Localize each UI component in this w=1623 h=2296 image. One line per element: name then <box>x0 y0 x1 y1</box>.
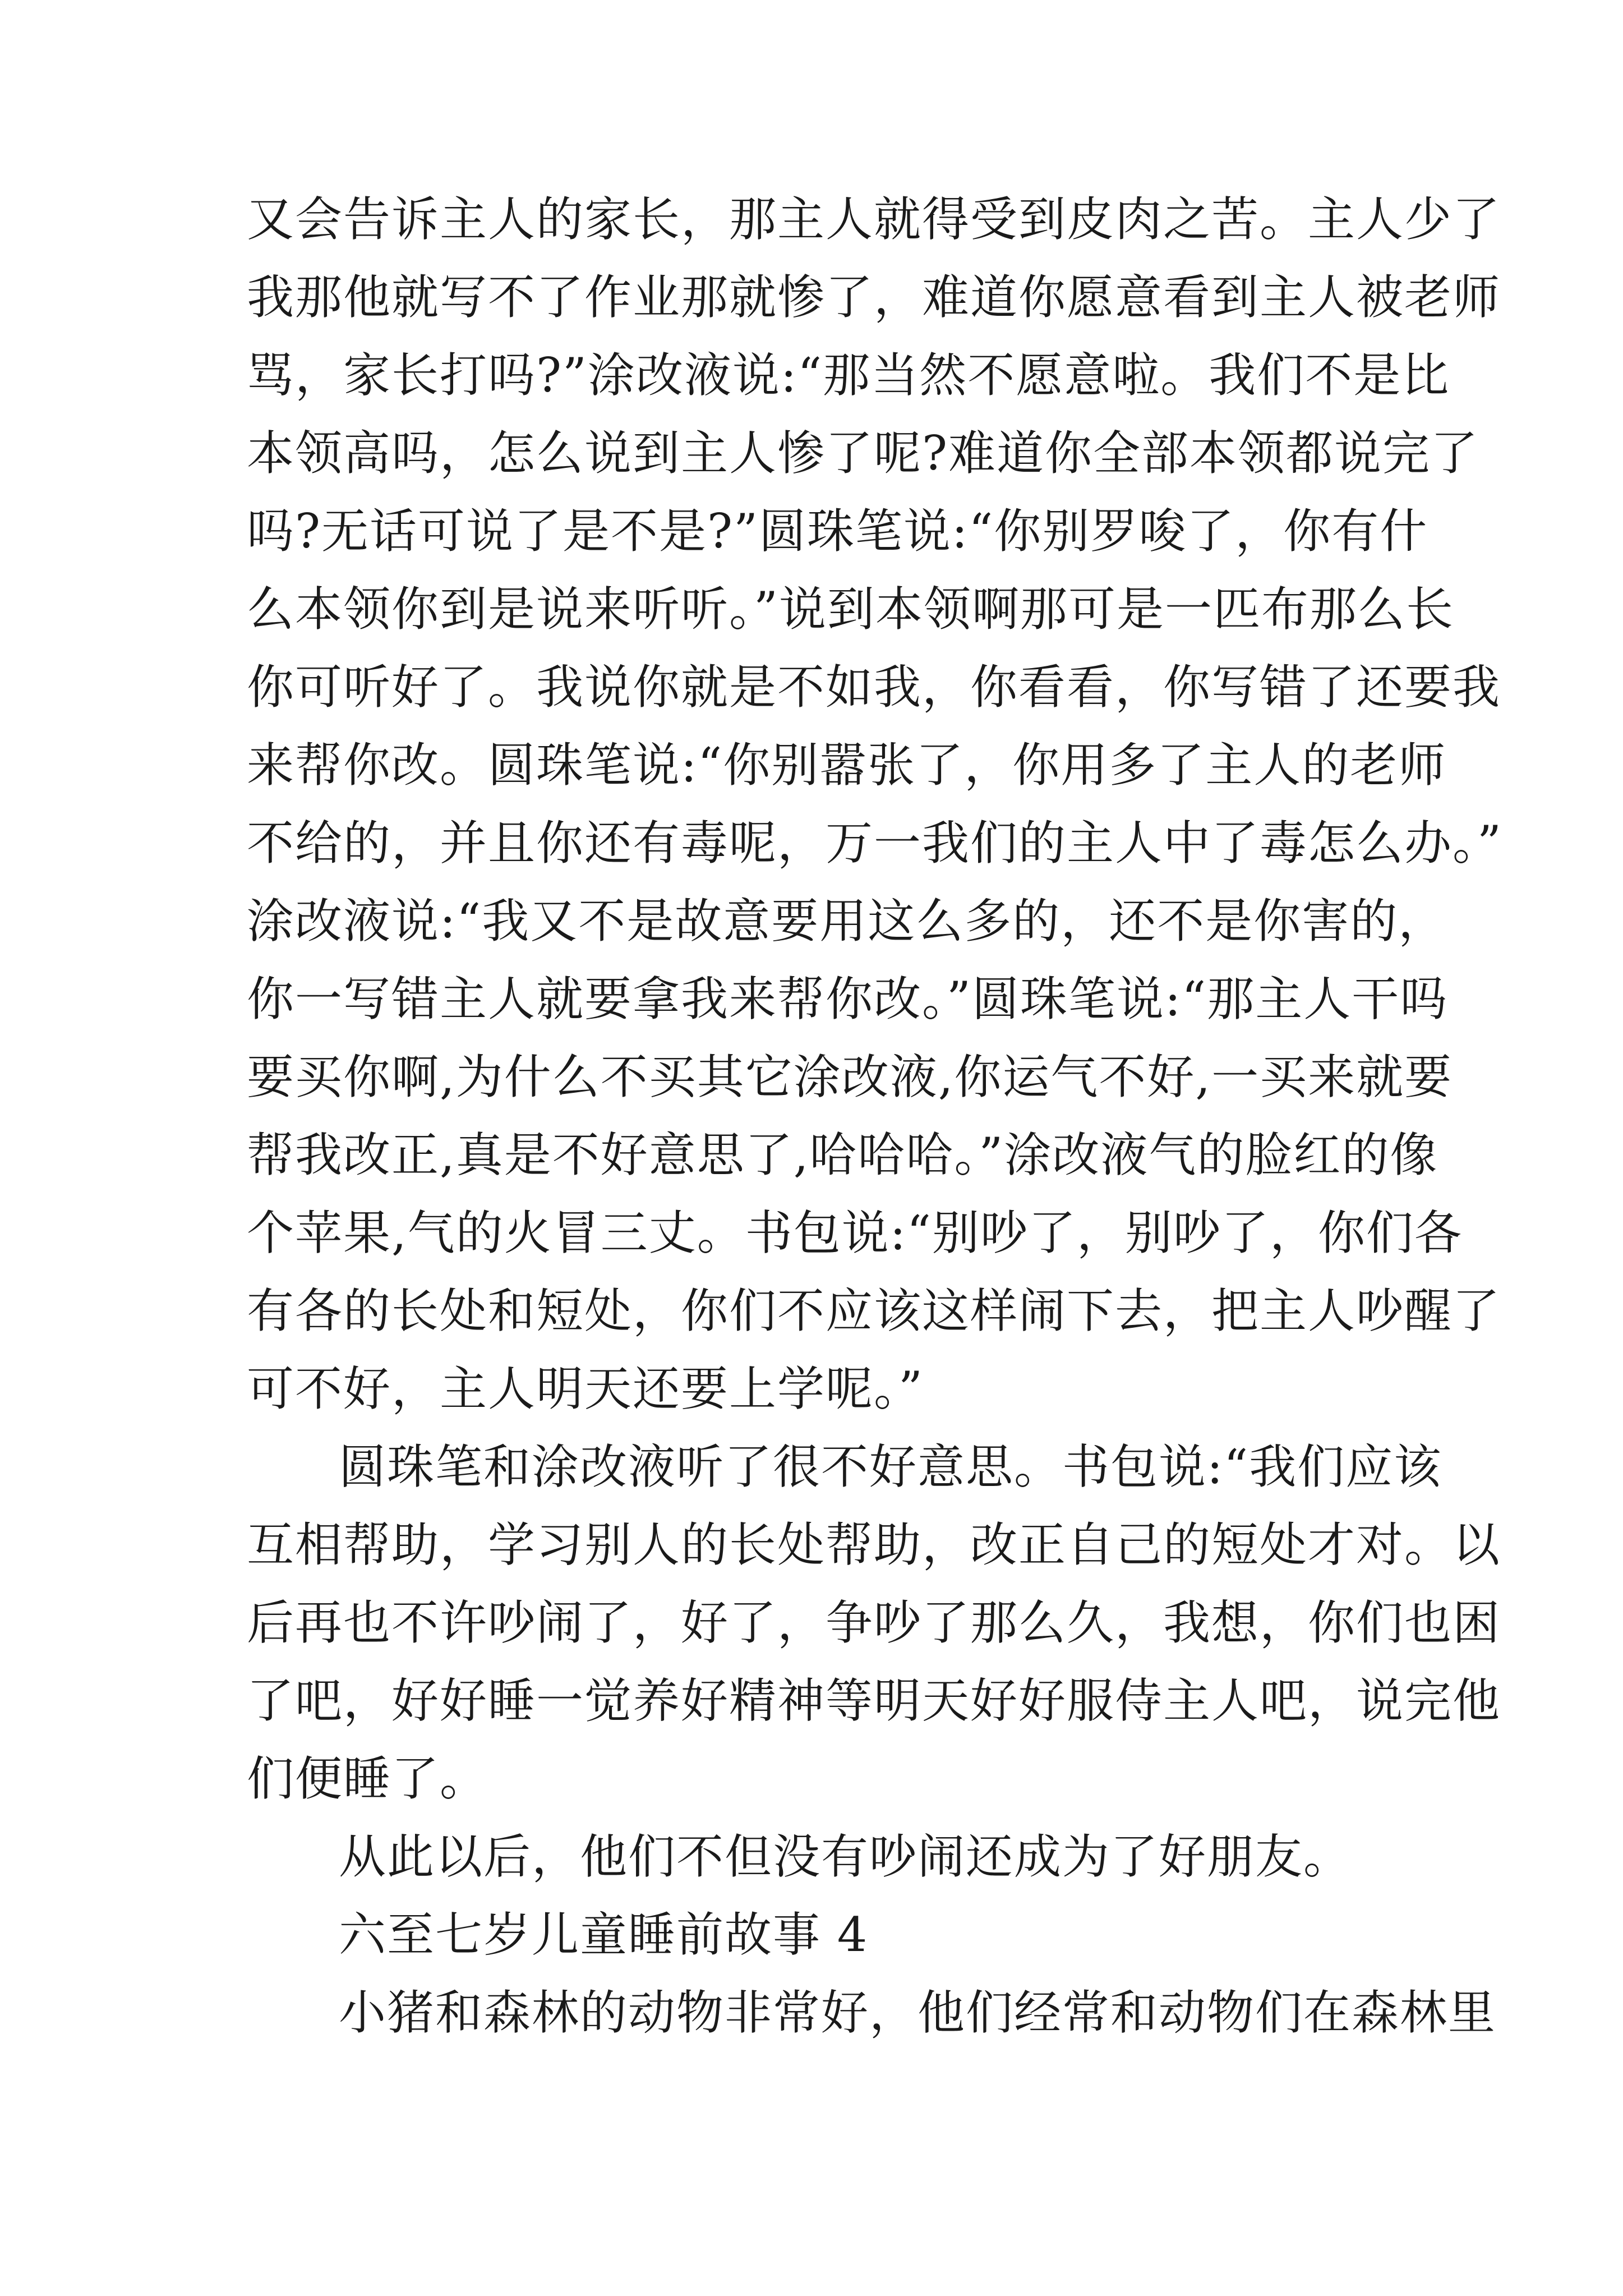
text-line: 你可听好了。我说你就是不如我，你看看，你写错了还要我 <box>247 660 1501 715</box>
text-line: 我那他就写不了作业那就惨了，难道你愿意看到主人被老师 <box>247 270 1501 325</box>
text-line: 帮我改正,真是不好意思了,哈哈哈。”涂改液气的脸红的像 <box>247 1128 1438 1182</box>
text-line: 互相帮助，学习别人的长处帮助，改正自己的短处才对。以 <box>247 1517 1501 1572</box>
section-heading: 六至七岁儿童睡前故事 4 <box>339 1907 869 1962</box>
text-line: 个苹果,气的火冒三丈。书包说:“别吵了，别吵了，你们各 <box>247 1205 1463 1260</box>
text-line: 么本领你到是说来听听。”说到本领啊那可是一匹布那么长 <box>247 582 1454 637</box>
text-line: 本领高吗，怎么说到主人惨了呢?难道你全部本领都说完了 <box>247 426 1479 481</box>
text-line: 不给的，并且你还有毒呢，万一我们的主人中了毒怎么办。” <box>247 816 1502 871</box>
body-text <box>247 181 1502 2052</box>
text-line: 小猪和森林的动物非常好，他们经常和动物们在森林里 <box>339 1985 1497 2040</box>
text-line: 又会告诉主人的家长，那主人就得受到皮肉之苦。主人少了 <box>247 192 1501 247</box>
text-line: 有各的长处和短处，你们不应该这样闹下去，把主人吵醒了 <box>247 1283 1501 1338</box>
text-line: 从此以后，他们不但没有吵闹还成为了好朋友。 <box>339 1829 1352 1884</box>
text-line: 圆珠笔和涂改液听了很不好意思。书包说:“我们应该 <box>339 1439 1442 1494</box>
text-line: 要买你啊,为什么不买其它涂改液,你运气不好,一买来就要 <box>247 1050 1453 1105</box>
text-line: 骂，家长打吗?”涂改液说:“那当然不愿意啦。我们不是比 <box>247 348 1450 403</box>
text-line: 涂改液说:“我又不是故意要用这么多的，还不是你害的， <box>247 894 1447 949</box>
text-line: 可不好，主人明天还要上学呢。” <box>247 1361 924 1416</box>
text-line: 了吧，好好睡一觉养好精神等明天好好服侍主人吧，说完他 <box>247 1673 1501 1728</box>
text-line: 后再也不许吵闹了，好了，争吵了那么久，我想，你们也困 <box>247 1595 1501 1650</box>
text-line: 你一写错主人就要拿我来帮你改。”圆珠笔说:“那主人干吗 <box>247 972 1449 1027</box>
text-line: 来帮你改。圆珠笔说:“你别嚣张了，你用多了主人的老师 <box>247 738 1447 793</box>
text-line: 吗?无话可说了是不是?”圆珠笔说:“你别罗唆了，你有什 <box>247 504 1428 559</box>
text-line: 们便睡了。 <box>247 1751 488 1806</box>
